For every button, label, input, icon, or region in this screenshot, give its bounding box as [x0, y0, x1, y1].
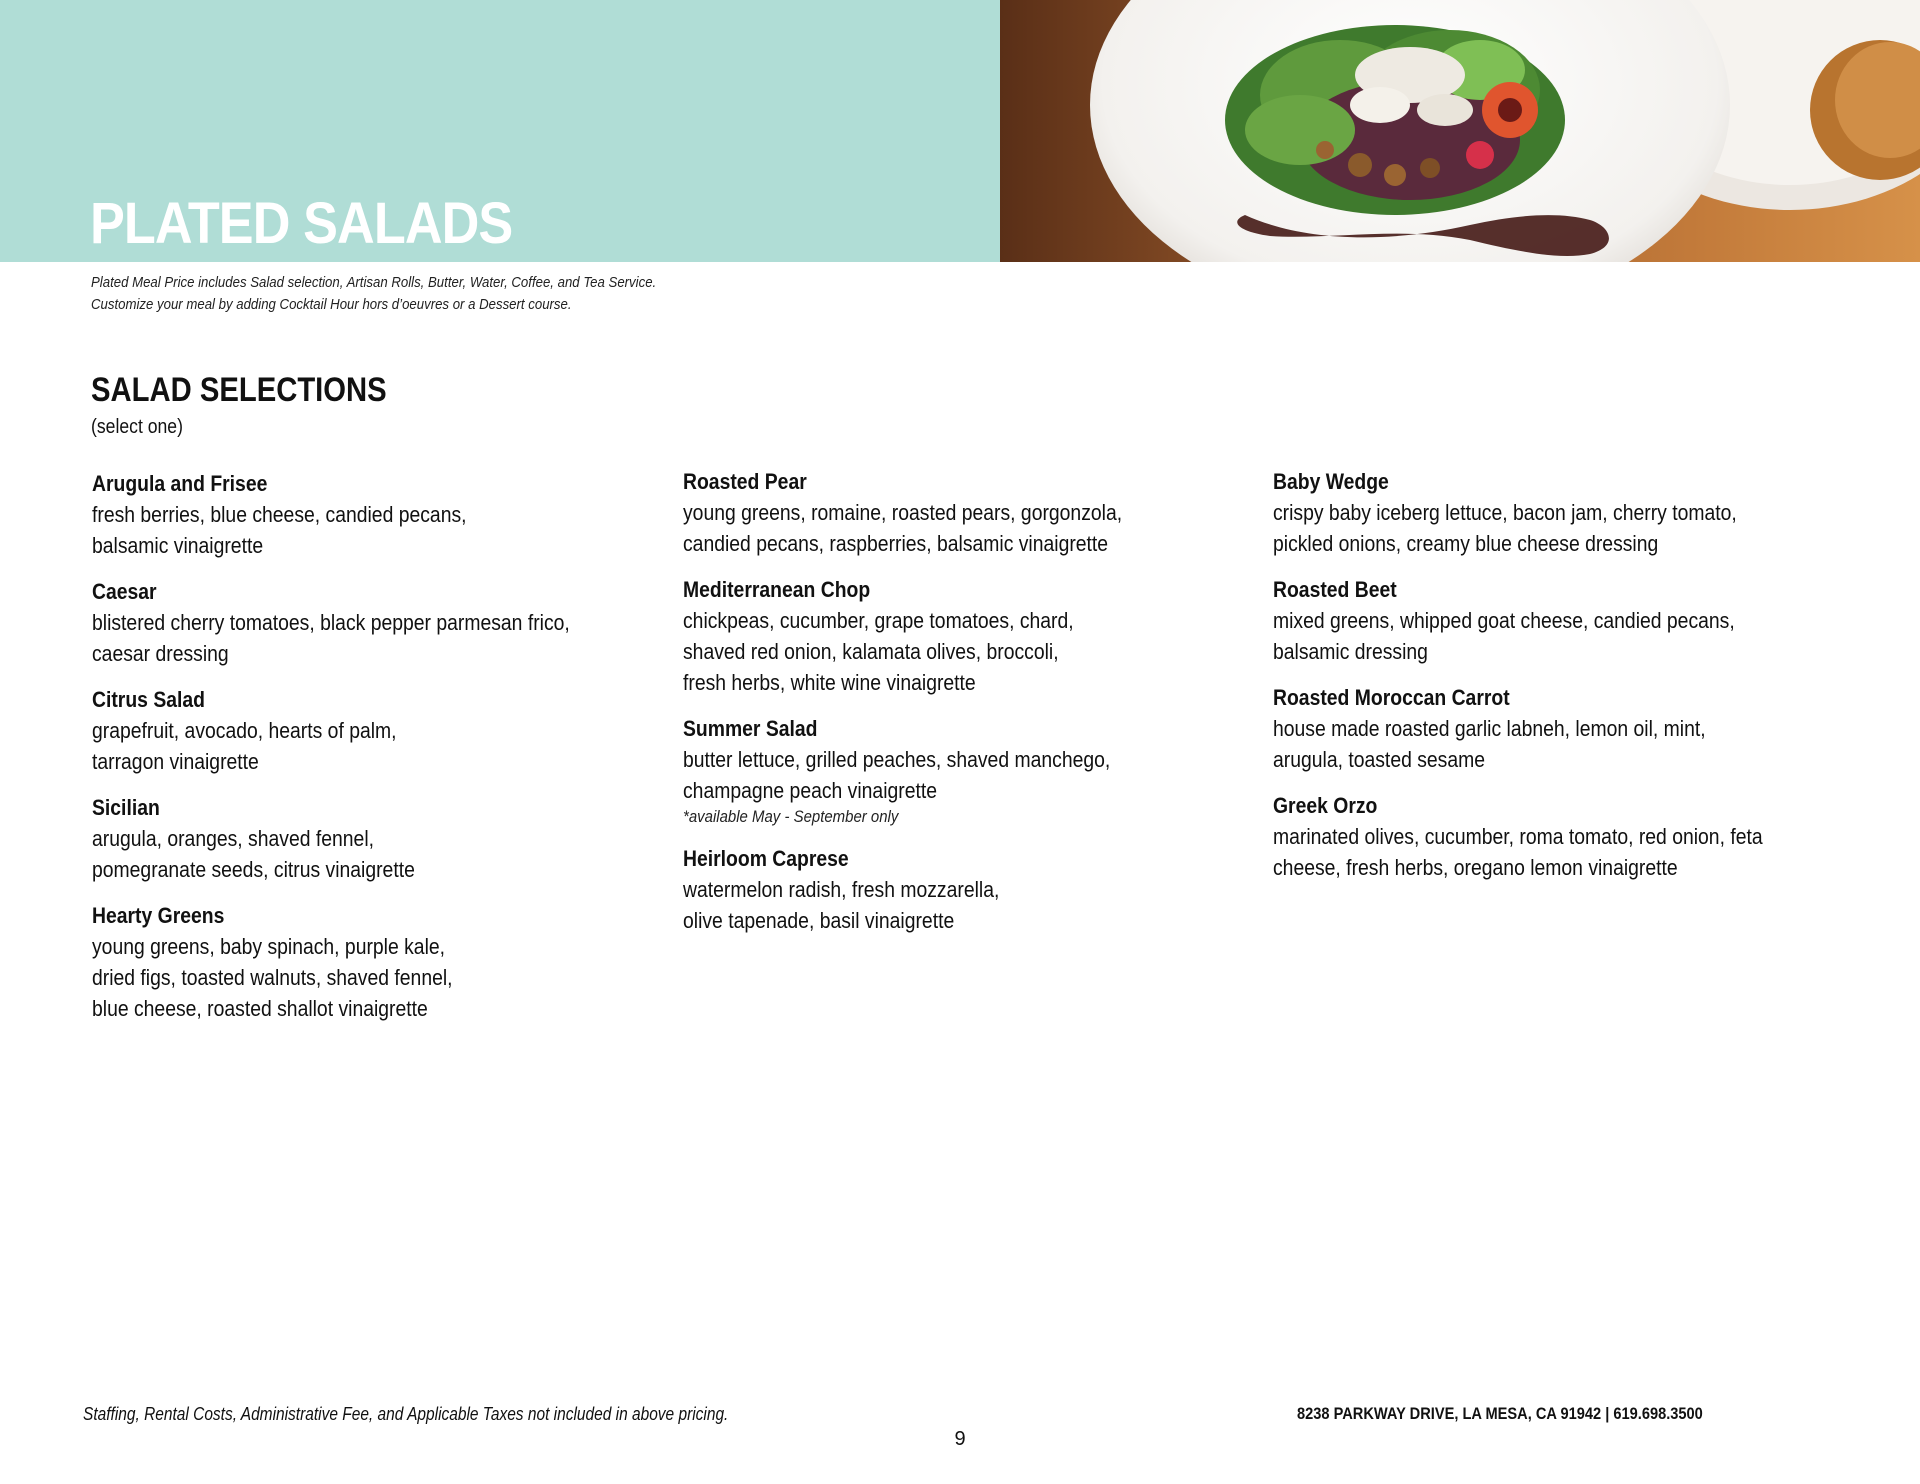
- salad-item: [1273, 466, 1766, 559]
- salad-description-line: arugula, oranges, shaved fennel,: [92, 826, 374, 851]
- salad-column-3: [1273, 466, 1833, 898]
- salad-description-line: champagne peach vinaigrette: [683, 778, 938, 803]
- salad-name: Citrus Salad: [92, 687, 205, 712]
- salad-item: [92, 684, 585, 777]
- salad-description: [683, 497, 1176, 559]
- salad-description-line: young greens, romaine, roasted pears, gorgonzola,: [683, 500, 1123, 525]
- section-subtitle: (select one): [91, 416, 183, 438]
- salad-description-line: fresh berries, blue cheese, candied pecans,: [92, 502, 467, 527]
- salad-description-line: fresh herbs, white wine vinaigrette: [683, 670, 976, 695]
- salad-description-line: arugula, toasted sesame: [1273, 747, 1486, 772]
- salad-description-line: pomegranate seeds, citrus vinaigrette: [92, 857, 415, 882]
- salad-name: Heirloom Caprese: [683, 846, 849, 871]
- salad-description: [92, 823, 585, 885]
- salad-name: Caesar: [92, 579, 157, 604]
- salad-item: [1273, 790, 1766, 883]
- salad-description-line: balsamic dressing: [1273, 639, 1428, 664]
- salad-description: [683, 744, 1176, 806]
- salad-description: [1273, 605, 1766, 667]
- pricing-disclaimer: Staffing, Rental Costs, Administrative Fee, and Applicable Taxes not included in above pricing.: [83, 1404, 729, 1424]
- salad-name: Sicilian: [92, 795, 160, 820]
- salad-item: [683, 843, 1176, 936]
- salad-description-line: tarragon vinaigrette: [92, 749, 259, 774]
- page-number: 9: [954, 1428, 966, 1450]
- salad-description-line: dried figs, toasted walnuts, shaved fennel,: [92, 965, 453, 990]
- salad-description: [92, 715, 585, 777]
- salad-description: [92, 931, 585, 1024]
- venue-address: 8238 PARKWAY DRIVE, LA MESA, CA 91942 | 619.698.3500: [1297, 1404, 1703, 1423]
- availability-note: *available May - September only: [683, 807, 899, 826]
- salad-name: Hearty Greens: [92, 903, 225, 928]
- salad-description-line: olive tapenade, basil vinaigrette: [683, 908, 955, 933]
- salad-description-line: balsamic vinaigrette: [92, 533, 264, 558]
- salad-description: [1273, 713, 1766, 775]
- salad-description-line: butter lettuce, grilled peaches, shaved manchego,: [683, 747, 1111, 772]
- salad-item: [1273, 574, 1766, 667]
- salad-description-line: marinated olives, cucumber, roma tomato, red onion, feta: [1273, 824, 1763, 849]
- salad-description-line: caesar dressing: [92, 641, 229, 666]
- salad-description-line: watermelon radish, fresh mozzarella,: [683, 877, 1000, 902]
- salad-description-line: chickpeas, cucumber, grape tomatoes, chard,: [683, 608, 1074, 633]
- salad-name: Baby Wedge: [1273, 469, 1389, 494]
- salad-description: [92, 499, 585, 561]
- salad-description-line: grapefruit, avocado, hearts of palm,: [92, 718, 397, 743]
- salad-description: [683, 605, 1176, 698]
- salad-description-line: mixed greens, whipped goat cheese, candied pecans,: [1273, 608, 1735, 633]
- salad-name: Summer Salad: [683, 716, 818, 741]
- salad-item: [92, 576, 585, 669]
- plated-salad-photo: [1000, 0, 1920, 262]
- salad-item: [92, 900, 585, 1024]
- salad-name: Arugula and Frisee: [92, 471, 268, 496]
- salad-description-line: pickled onions, creamy blue cheese dressing: [1273, 531, 1659, 556]
- salad-item: [683, 713, 1176, 828]
- intro-line-2: Customize your meal by adding Cocktail Hour hors d’oeuvres or a Dessert course.: [91, 296, 572, 313]
- salad-description-line: shaved red onion, kalamata olives, broccoli,: [683, 639, 1059, 664]
- salad-name: Greek Orzo: [1273, 793, 1378, 818]
- intro-text: [91, 272, 656, 316]
- salad-description-line: cheese, fresh herbs, oregano lemon vinaigrette: [1273, 855, 1678, 880]
- salad-description-line: blue cheese, roasted shallot vinaigrette: [92, 996, 428, 1021]
- salad-description-line: house made roasted garlic labneh, lemon oil, mint,: [1273, 716, 1706, 741]
- section-title: SALAD SELECTIONS: [91, 371, 387, 409]
- salad-item: [683, 574, 1176, 698]
- salad-description-line: crispy baby iceberg lettuce, bacon jam, cherry tomato,: [1273, 500, 1737, 525]
- salad-description: [1273, 821, 1766, 883]
- salad-item: [92, 792, 585, 885]
- salad-description-line: blistered cherry tomatoes, black pepper parmesan frico,: [92, 610, 570, 635]
- salad-name: Mediterranean Chop: [683, 577, 871, 602]
- salad-description: [1273, 497, 1766, 559]
- salad-description: [683, 874, 1176, 936]
- intro-line-1: Plated Meal Price includes Salad selection, Artisan Rolls, Butter, Water, Coffee, and Tea Service.: [91, 274, 657, 291]
- salad-item: [683, 466, 1176, 559]
- salad-item: [1273, 682, 1766, 775]
- salad-item: [92, 468, 585, 561]
- salad-name: Roasted Beet: [1273, 577, 1397, 602]
- salad-name: Roasted Moroccan Carrot: [1273, 685, 1510, 710]
- salad-column-1: [92, 468, 652, 1039]
- salad-description-line: candied pecans, raspberries, balsamic vinaigrette: [683, 531, 1109, 556]
- page-title: PLATED SALADS: [90, 191, 513, 256]
- salad-description: [92, 607, 585, 669]
- salad-name: Roasted Pear: [683, 469, 807, 494]
- salad-column-2: [683, 466, 1243, 951]
- salad-description-line: young greens, baby spinach, purple kale,: [92, 934, 446, 959]
